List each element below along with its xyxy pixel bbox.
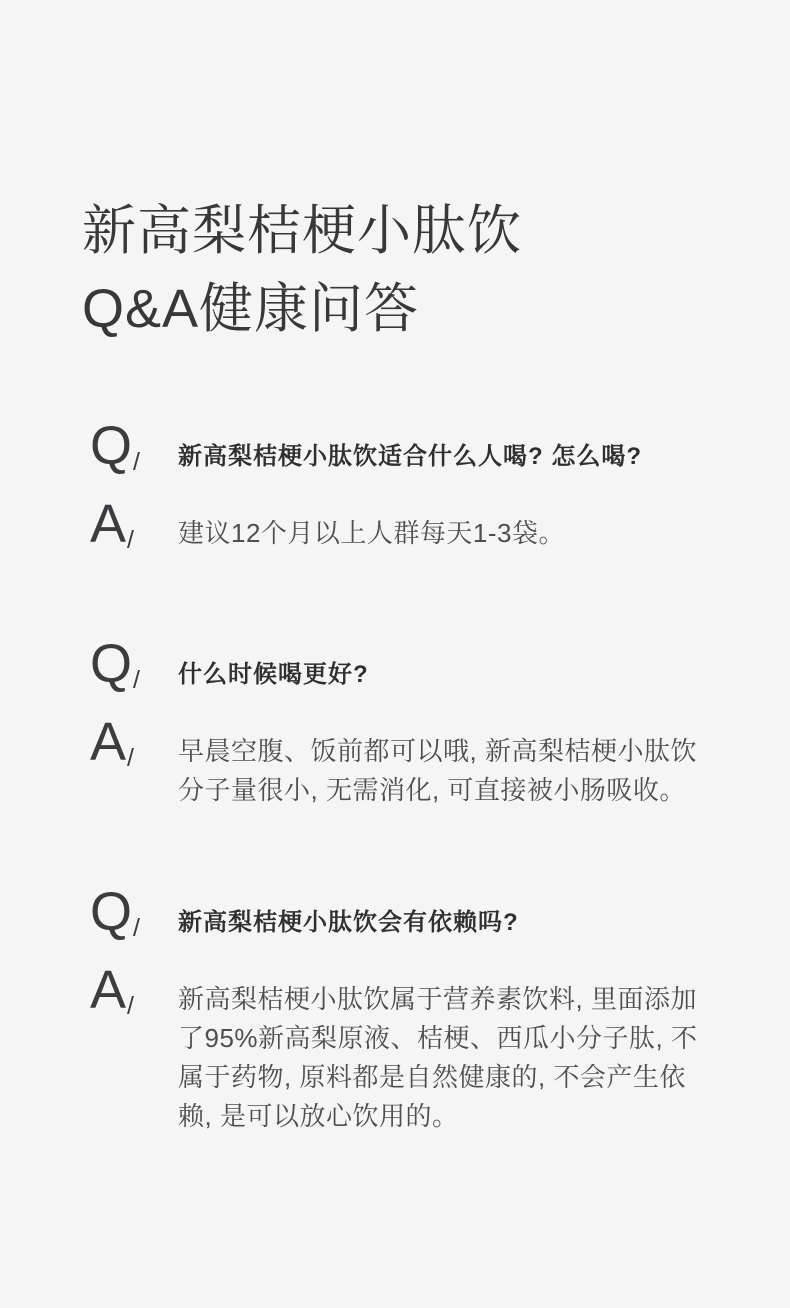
q-marker-slash: / — [133, 666, 140, 694]
answer-row — [90, 962, 712, 1136]
page-title — [82, 192, 712, 348]
answer-text: 早晨空腹、饭前都可以哦, 新高梨桔梗小肽饮分子量很小, 无需消化, 可直接被小肠吸收。 — [178, 736, 697, 805]
question-row — [90, 636, 712, 702]
answer-text: 新高梨桔梗小肽饮属于营养素饮料, 里面添加了95%新高梨原液、桔梗、西瓜小分子肽, 不属于药物, 原料都是自然健康的, 不会产生依赖, 是可以放心饮用的。 — [178, 984, 698, 1131]
a-letter: A — [90, 494, 127, 554]
question-row — [90, 884, 712, 950]
a-marker-slash: / — [127, 744, 134, 772]
answer-row — [90, 496, 712, 562]
qa-item-3 — [82, 884, 712, 1136]
question-text: 新高梨桔梗小肽饮会有依赖吗? — [178, 909, 519, 936]
a-marker-slash: / — [127, 526, 134, 554]
q-marker — [90, 884, 178, 950]
q-marker-slash: / — [133, 448, 140, 476]
a-letter: A — [90, 960, 127, 1020]
answer-row — [90, 714, 712, 810]
page-title-line-1: 新高梨桔梗小肽饮 — [82, 201, 522, 261]
q-letter: Q — [90, 882, 133, 942]
q-letter: Q — [90, 416, 133, 476]
a-marker — [90, 714, 178, 780]
question-text: 新高梨桔梗小肽饮适合什么人喝? 怎么喝? — [178, 443, 642, 470]
a-marker-slash: / — [127, 992, 134, 1020]
answer-text: 建议12个月以上人群每天1-3袋。 — [178, 518, 565, 548]
a-marker — [90, 496, 178, 562]
question-text: 什么时候喝更好? — [178, 661, 369, 688]
q-marker — [90, 418, 178, 484]
qa-item-1 — [82, 418, 712, 562]
page-title-line-2: Q&A健康问答 — [82, 279, 420, 339]
q-marker-slash: / — [133, 914, 140, 942]
q-marker — [90, 636, 178, 702]
question-row — [90, 418, 712, 484]
a-letter: A — [90, 712, 127, 772]
q-letter: Q — [90, 634, 133, 694]
a-marker — [90, 962, 178, 1028]
qa-item-2 — [82, 636, 712, 810]
